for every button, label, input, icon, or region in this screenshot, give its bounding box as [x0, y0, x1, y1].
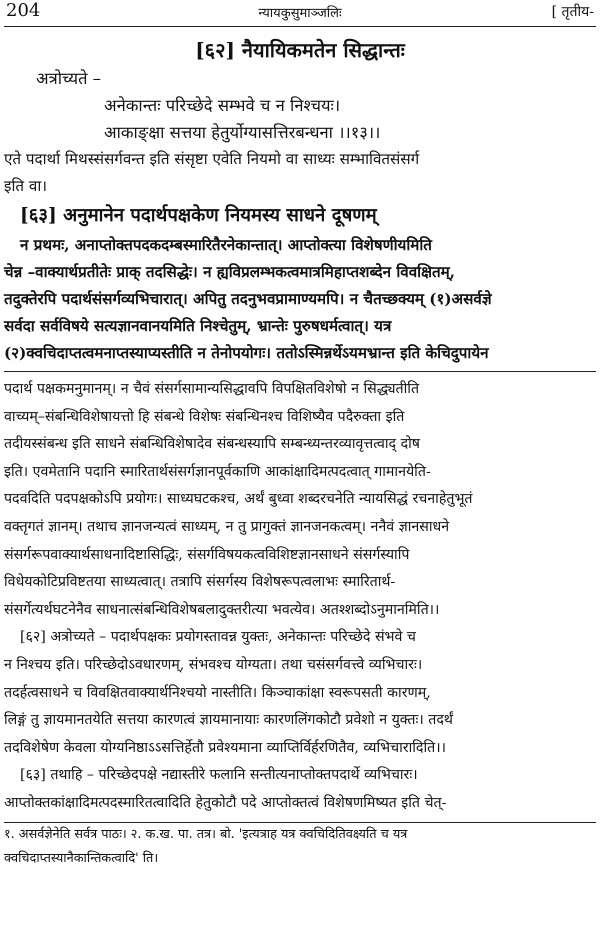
commentary-divider: [4, 371, 596, 372]
prose-line: चेन्न –वाक्यार्थप्रतीतेः प्राक् तदसिद्धेः। न ह्यविप्रलम्भकत्वमात्रमिहाप्तशब्देन विवक्षितम्,: [4, 263, 456, 281]
commentary-line: पदवदिति पदपक्षकोऽपि प्रयोगः। साध्यघटकश्च, अर्थं बुध्वा शब्दरचनेति न्यायसिद्धं रचनाहेतुभूतं: [4, 491, 473, 508]
section-62-title: [६२] नैयायिकमतेन सिद्धान्तः: [195, 38, 405, 62]
prose-line: इति वा।: [4, 177, 48, 195]
commentary-line: इति। एवमेतानि पदानि स्मारितार्थसंसर्गज्ञानपूर्वकाणि आकांक्षादिमत्पदत्वात् गामानयेति-: [4, 463, 431, 480]
prose-line: एते पदार्था मिथस्संसर्गवन्त इति संसृष्टा एवेति नियमो वा साध्यः सम्भावितसंसर्ग: [4, 150, 420, 168]
prose-block-1: [4, 146, 596, 200]
commentary-line: संसर्गेत्यर्थघटनेनैव साधनात्संबन्धिविशेषबलादुक्तरीत्या भवत्येव। अतश्शब्दोऽनुमानमिति।।: [4, 601, 440, 618]
footnote-line: क्वचिदाप्तस्यानैकान्तिकत्वादि' ति।: [4, 850, 159, 866]
commentary-line: तदविशेषेण केवला योग्यनिष्ठाऽऽसत्तिर्हेतौ प्रवेश्यमाना व्याप्तिर्विर्हरणितैव, व्यभिचारादिति।।: [4, 739, 446, 756]
section-63-title: [६३] अनुमानेन पदार्थपक्षकेण नियमस्य साधने दूषणम्: [20, 205, 377, 226]
commentary-line: संसर्गरूपवाक्यार्थसाधनादिष्टासिद्धिः, संसर्गविषयकत्वविशिष्टज्ञानसाधने संसर्गस्यापि: [4, 546, 410, 563]
verse-line-2: आकाङ्क्षा सत्तया हेतुर्योग्यासत्तिरबन्धना ।।१३।।: [104, 123, 381, 142]
commentary-line: विधेयकोटिप्रविष्टतया साध्यत्वात्। तत्रापि संसर्गस्य विशेषरूपत्वलाभः स्मारितार्थ-: [4, 574, 396, 591]
commentary-line: वाच्यम्–संबन्धिविशेषायत्तो हि संबन्धे विशेषः संबन्धिनश्च विशिष्यैव पदैरुक्ता इति: [4, 408, 405, 425]
prose-line: न प्रथमः, अनाप्तोक्तपदकदम्बस्मारितैरनेकान्तात्। आप्तोक्त्या विशेषणीयमिति: [20, 236, 432, 254]
commentary-block: [4, 376, 596, 818]
prose-line: (२)क्वचिदाप्तत्वमनाप्तस्याप्यस्तीति न तेनोपयोगः। ततोऽस्मिन्नर्थेऽयमभ्रान्त इति केचिदुपायेन: [4, 344, 489, 362]
commentary-line: वक्तृगतं ज्ञानम्। तथाच ज्ञानजन्यत्वं साध्यम्, न तु प्रागुक्तं ज्ञानजनकत्वम्। ननैवं ज्ञानसाधने: [4, 518, 450, 535]
prose-line: तदुक्तेरपि पदार्थसंसर्गव्यभिचारात्। अपितु तदनुभवप्रामाण्यमपि। न चैतच्छक्यम् (१)असर्वज्ञे: [4, 290, 492, 308]
commentary-line: न निश्चय इति। परिच्छेदोऽवधारणम्, संभवश्च योग्यता। तथा चसंसर्गवत्त्वे व्यभिचारः।: [4, 656, 423, 673]
footnotes: [4, 823, 596, 871]
commentary-line: लिङ्गं तु ज्ञायमानतयेति सत्तया कारणत्वं ज्ञायमानायाः कारणलिंगकोटौ प्रवेशो न युक्तः। तदर्थं: [4, 712, 453, 729]
commentary-line: तदर्हत्वसाधने च विवक्षितवाक्यार्थनिश्चयो नास्तीति। किञ्चाकांक्षा स्वरूपसती कारणम्,: [4, 684, 431, 701]
commentary-line: पदार्थ पक्षकमनुमानम्। न चैवं संसर्गसामान्यसिद्धावपि विपक्षितविशेषो न सिद्ध्यतीति: [4, 381, 420, 397]
prose-block-2: [4, 232, 596, 367]
commentary-line: तदीयस्संबन्ध इति साधने संबन्धिविशेषादेव संबन्धस्यापि सम्बन्ध्यन्तरव्यावृत्तत्वाद् दोष: [4, 436, 420, 453]
commentary-line: [६३] तथाहि – परिच्छेदपक्षे नद्यास्तीरे फलानि सन्तीत्यनाप्तोक्तपदार्थे व्यभिचारः।: [20, 767, 418, 784]
page-header: [4, 0, 596, 27]
commentary-line: आप्तोक्तकांक्षादिमत्पदस्मारितत्वादिति हेतुकोटौ पदे आप्तोक्तत्वं विशेषणमिष्यत इति चेत्-: [4, 794, 447, 811]
verse-line-1: अनेकान्तः परिच्छेदे सम्भवे च न निश्चयः।: [104, 96, 341, 115]
verse-intro: अत्रोच्यते –: [36, 69, 101, 88]
prose-line: सर्वदा सर्वविषये सत्यज्ञानवानयमिति निश्चेतुम्, भ्रान्तेः पुरुषधर्मत्वात्। यत्र: [4, 317, 392, 335]
running-section: [ तृतीय-: [551, 4, 594, 20]
footnote-line: १. असर्वज्ञेनेति सर्वत्र पाठः। २. क.ख. पा. तत्र। बो. 'इत्यत्राह यत्र क्वचिदितिवक्ष्यति च यत्र: [4, 826, 408, 842]
commentary-line: [६२] अत्रोच्यते – पदार्थपक्षकः प्रयोगस्तावन्न युक्तः, अनेकान्तः परिच्छेदे संभवे च: [20, 629, 416, 646]
running-title: न्यायकुसुमाञ्जलिः: [258, 6, 342, 21]
page-number: 204: [6, 0, 41, 21]
